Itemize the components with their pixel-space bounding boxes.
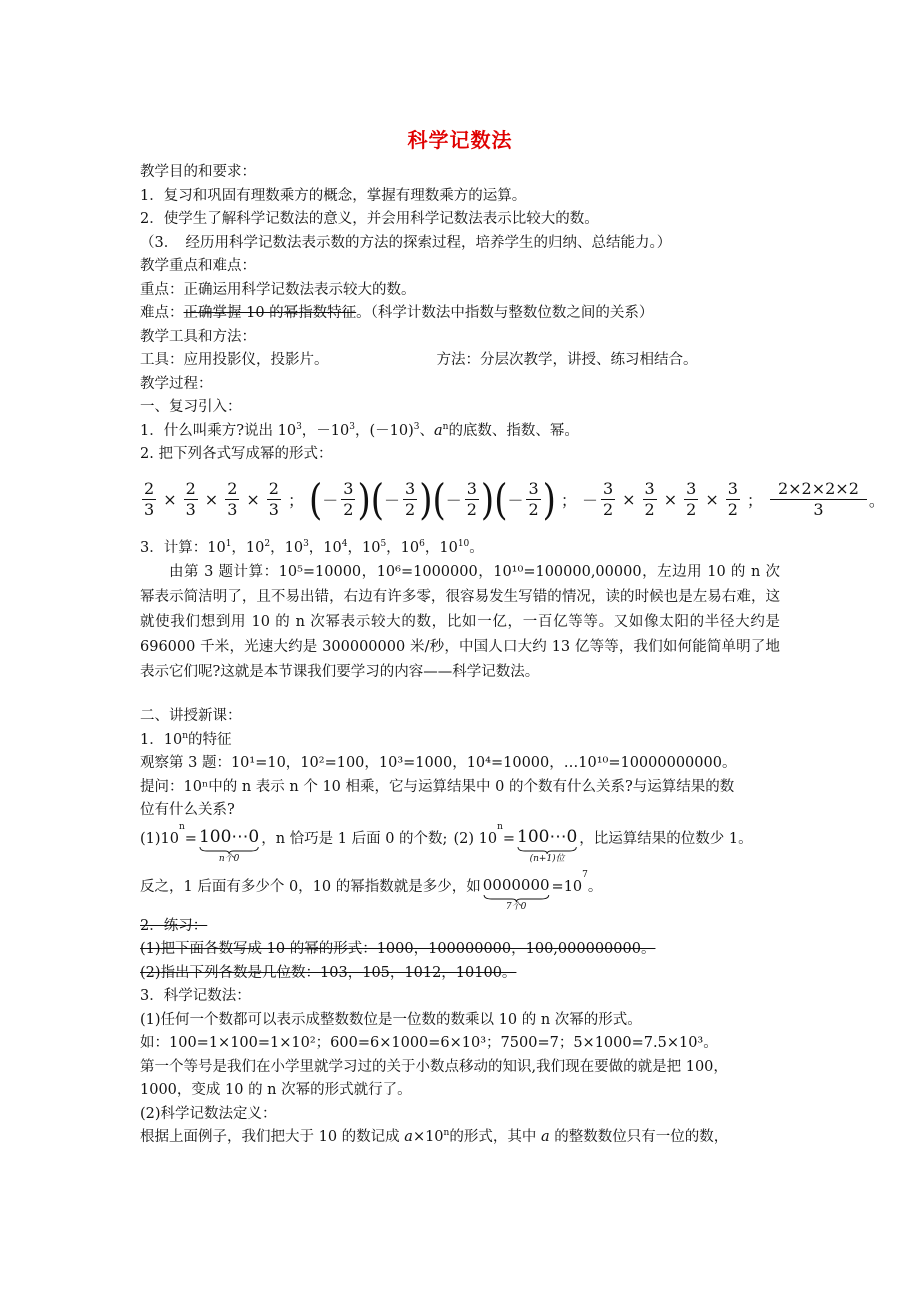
underbrace-digits: 100⋯0 (n+1)位 (517, 826, 578, 864)
example: 如：100=1×100=1×10²；600=6×1000=6×10³；7500=7；5×1000=7.5×10³。 (140, 1035, 718, 1051)
ask-line-1: 提问：10ⁿ中的 n 表示 n 个 10 相乘，它与运算结果中 0 的个数有什么关系?与运算结果的数 (140, 778, 735, 795)
section-process: 教学过程： (140, 375, 213, 392)
def-title: (2)科学记数法定义： (140, 1105, 277, 1122)
difficulty-label: 难点： (140, 305, 184, 321)
fraction: $\frac{2}{3}$ (185, 479, 196, 519)
note-line-1: 第一个等号是我们在小学里就学习过的关于小数点移动的知识,我们现在要做的就是把 100， (140, 1058, 728, 1075)
exercise-1: (1)把下面各数写成 10 的幂的形式：1000，100000000，100,000000000。 (140, 941, 656, 957)
feature-title: 1．10$^n$的特征 (140, 730, 232, 748)
paragraph-intro: 由第 3 题计算：10⁵=10000，10⁶=1000000，10¹⁰=100000,00000，左边用 10 的 n 次幂表示简洁明了，且不易出错，右边有许多零，很容易发生写错的情况，读的时候也是左易右难，这就使我们想到用 10 的 n 次幂表示较大的数，比如一亿，一百亿等等。又如像太阳的半径大约是 696000 千米，光速大约是 300000000 米/秒，中国人口大约 13 亿等等，我们如何能简单明了地表示它们呢?这就是本节课我们要学习的内容——科学记数法。 (140, 564, 780, 680)
fraction: $\frac{3}{2}$ (602, 479, 614, 519)
tools: 工具：应用投影仪，投影片。 (140, 352, 329, 368)
exponent: 6 (419, 538, 425, 549)
goal-3: （3． 经历用科学记数法表示数的方法的探索过程，培养学生的归纳、总结能力。） (140, 234, 672, 251)
goal-2: 2．使学生了解科学记数法的意义，并会用科学记数法表示比较大的数。 (140, 211, 599, 227)
fraction-product: $\frac{2\times 2\times 2\times 2}{3}$ (770, 479, 867, 520)
ask-line-2: 位有什么关系? (140, 802, 235, 818)
question-1: 1．什么叫乘方?说出 $10^3$，$-10^3$，$(-10)^3$、$a^n$的底数、指数、幂。 (140, 421, 579, 439)
teach-title: 二、讲授新课： (140, 708, 242, 724)
goal-1: 1．复习和巩固有理数乘方的概念，掌握有理数乘方的运算。 (140, 187, 527, 204)
power-features: (1)10 n = 100⋯0 n个0 ，n 恰巧是 1 后面 0 的个数; (2) 10 n = 100⋯0 (n+1)位 ，比运算结果的位数少 1。 (140, 821, 753, 864)
conversely: 反之，1 后面有多少个 0，10 的幂指数就是多少，如 0000000 7个0 =10 7 。 (140, 869, 603, 912)
exponent: 3 (303, 538, 309, 549)
fraction: $\frac{3}{2}$ (727, 479, 738, 519)
fraction: $\frac{2}{3}$ (227, 479, 238, 519)
fraction: $\frac{2}{3}$ (144, 479, 155, 519)
definition: 根据上面例子，我们把大于 10 的数记成 $a\times 10^n$的形式，其中 a 的整数数位只有一位的数， (140, 1128, 729, 1145)
sci-title: 3．科学记数法： (140, 988, 251, 1004)
fraction: $\frac{3}{2}$ (466, 479, 477, 519)
fraction: $\frac{3}{2}$ (686, 479, 697, 519)
fraction: $\frac{3}{2}$ (528, 479, 539, 519)
review-title: 一、复习引入： (140, 399, 242, 415)
page-title: 科学记数法 (407, 128, 513, 152)
document-page (140, 118, 885, 1150)
key-point: 重点：正确运用科学记数法表示较大的数。 (140, 281, 416, 298)
exponent: 10 (457, 538, 470, 549)
section-key: 教学重点和难点： (140, 258, 256, 274)
tools-method (140, 349, 780, 373)
difficulty-struck: 正确掌握 10 的幂指数特征 (183, 305, 357, 321)
exponent: 1 (225, 538, 232, 549)
question-3: 3．计算：$10^1$，$10^2$，$10^3$，$10^4$，$10^5$，$10^6$，$10^{10}$。 (140, 538, 484, 556)
section-tools: 教学工具和方法： (140, 328, 256, 345)
observe: 观察第 3 题：10¹=10，10²=100，10³=1000，10⁴=10000，…10¹⁰=10000000000。 (140, 755, 737, 771)
sci-1: (1)任何一个数都可以表示成整数数位是一位数的数乘以 10 的 n 次幂的形式。 (140, 1011, 642, 1028)
difficulty (140, 302, 780, 326)
section-goals: 教学目的和要求： (140, 164, 256, 180)
difficulty-rest: 。（科学计数法中指数与整数位数之间的关系） (356, 305, 654, 321)
exercise-2: (2)指出下列各数是几位数：103，105，1012，10100。 (140, 964, 517, 981)
fraction: $\frac{3}{2}$ (644, 479, 655, 519)
underbrace-n-zeros: 100⋯0 n个0 (198, 826, 260, 864)
exponent: 5 (380, 538, 387, 549)
exponent: 2 (264, 538, 271, 549)
fraction: $\frac{2}{3}$ (268, 479, 279, 519)
fraction: $\frac{3}{2}$ (343, 479, 354, 519)
method: 方法：分层次教学，讲授、练习相结合。 (436, 352, 698, 368)
note-line-2: 1000，变成 10 的 n 次幂的形式就行了。 (140, 1082, 412, 1098)
exercise-title: 2．练习： (140, 917, 208, 934)
underbrace-seven-zeros: 0000000 7个0 (482, 875, 550, 912)
fraction: $\frac{3}{2}$ (405, 479, 416, 519)
exponent: 4 (341, 538, 348, 549)
question-2: 2. 把下列各式写成幂的形式： (140, 446, 333, 462)
fraction-expressions: $\frac{2}{3}$ × $\frac{2}{3}$ × $\frac{2}{3}$ × $\frac{2}{3}$ ； ( － $\frac{3}{2}$ ) ( － $\frac{3}{2}$ ) ( － $\frac{3}{2}$ ) ( － $\frac{3}{2}$ ) ； － $\frac{3}{2}$ × $\frac{3}{2}$ × $\frac{3}{2}$ × $\frac{3}{2}$ ； $\frac{2\times 2\times 2\times 2}{3}$ 。 (144, 474, 885, 525)
